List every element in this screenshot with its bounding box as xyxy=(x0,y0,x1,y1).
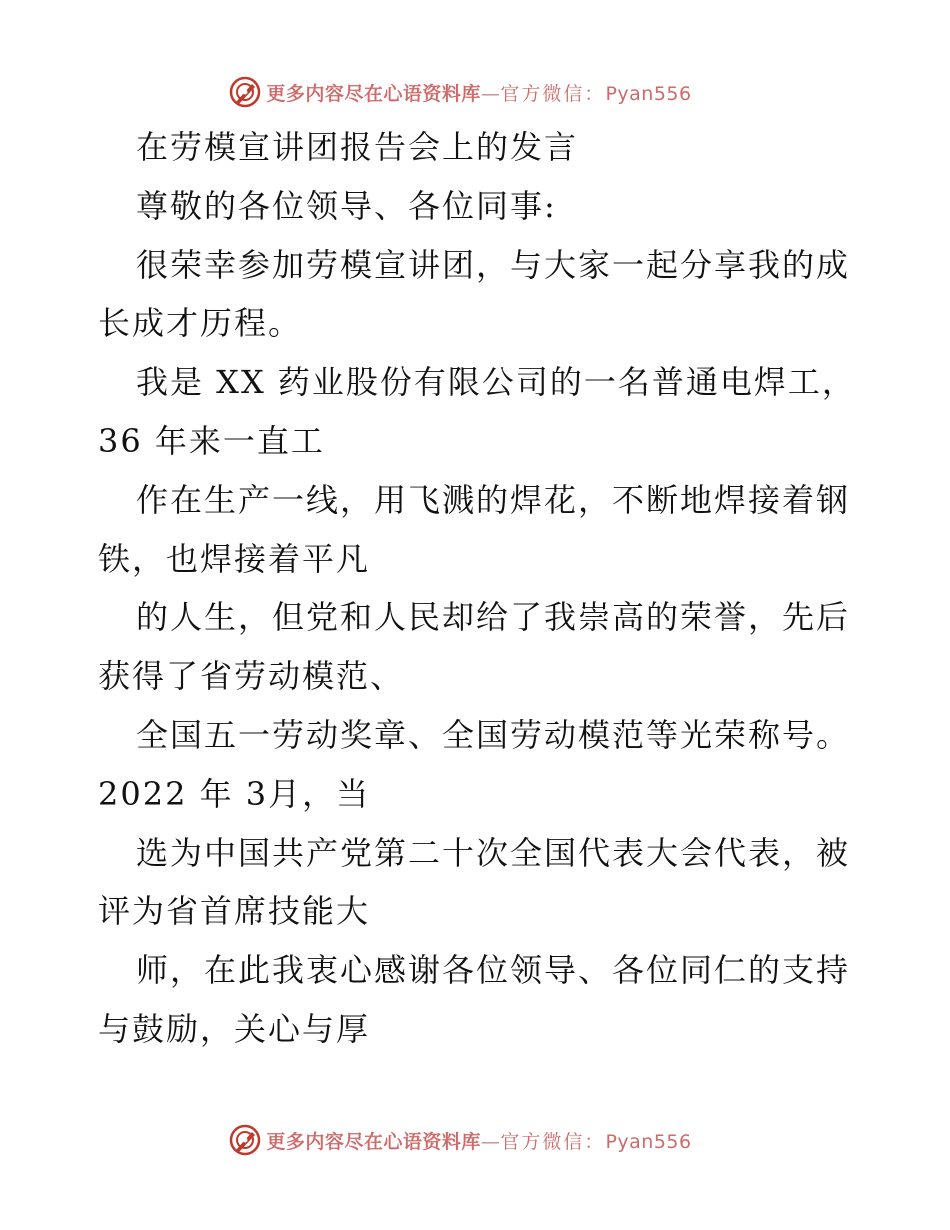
paragraph-line: 很荣幸参加劳模宣讲团，与大家一起分享我的成 xyxy=(136,245,851,284)
paragraph-line: 2022 年 3月，当 xyxy=(98,774,371,813)
logo-icon xyxy=(228,75,262,109)
watermark-wechat-id: Pyan556 xyxy=(605,82,692,105)
paragraph-line: 36 年来一直工 xyxy=(98,421,325,460)
paragraph-line: 与鼓励，关心与厚 xyxy=(98,1009,371,1048)
paragraph-line: 评为省首席技能大 xyxy=(98,892,371,931)
watermark-wechat-label: 官方微信： xyxy=(500,1130,606,1153)
watermark-dash: — xyxy=(480,82,501,105)
document-title: 在劳模宣讲团报告会上的发言 xyxy=(136,128,579,166)
salutation: 尊敬的各位领导、各位同事: xyxy=(136,186,557,225)
watermark-brand: 更多内容尽在心语资料库 xyxy=(266,82,481,105)
logo-icon xyxy=(228,1123,262,1157)
paragraph-line: 选为中国共产党第二十次全国代表大会代表，被 xyxy=(136,833,851,872)
paragraph-line: 全国五一劳动奖章、全国劳动模范等光荣称号。 xyxy=(136,715,851,754)
footer-watermark xyxy=(0,1120,950,1160)
paragraph-line: 的人生，但党和人民却给了我崇高的荣誉，先后 xyxy=(136,598,851,637)
watermark-wechat-id: Pyan556 xyxy=(605,1130,692,1153)
paragraph-line: 长成才历程。 xyxy=(98,304,303,343)
watermark-brand: 更多内容尽在心语资料库 xyxy=(266,1130,481,1153)
watermark-wechat-label: 官方微信： xyxy=(500,82,606,105)
paragraph-line: 作在生产一线，用飞溅的焊花，不断地焊接着钢 xyxy=(136,480,851,519)
paragraph-line: 师，在此我衷心感谢各位领导、各位同仁的支持 xyxy=(136,951,851,990)
paragraph-line: 获得了省劳动模范、 xyxy=(98,657,405,696)
document-body xyxy=(98,118,868,1059)
watermark-dash: — xyxy=(480,1130,501,1153)
paragraph-line: 我是 XX 药业股份有限公司的一名普通电焊工， xyxy=(136,363,856,402)
paragraph-line: 铁，也焊接着平凡 xyxy=(98,539,371,578)
header-watermark xyxy=(0,72,950,112)
